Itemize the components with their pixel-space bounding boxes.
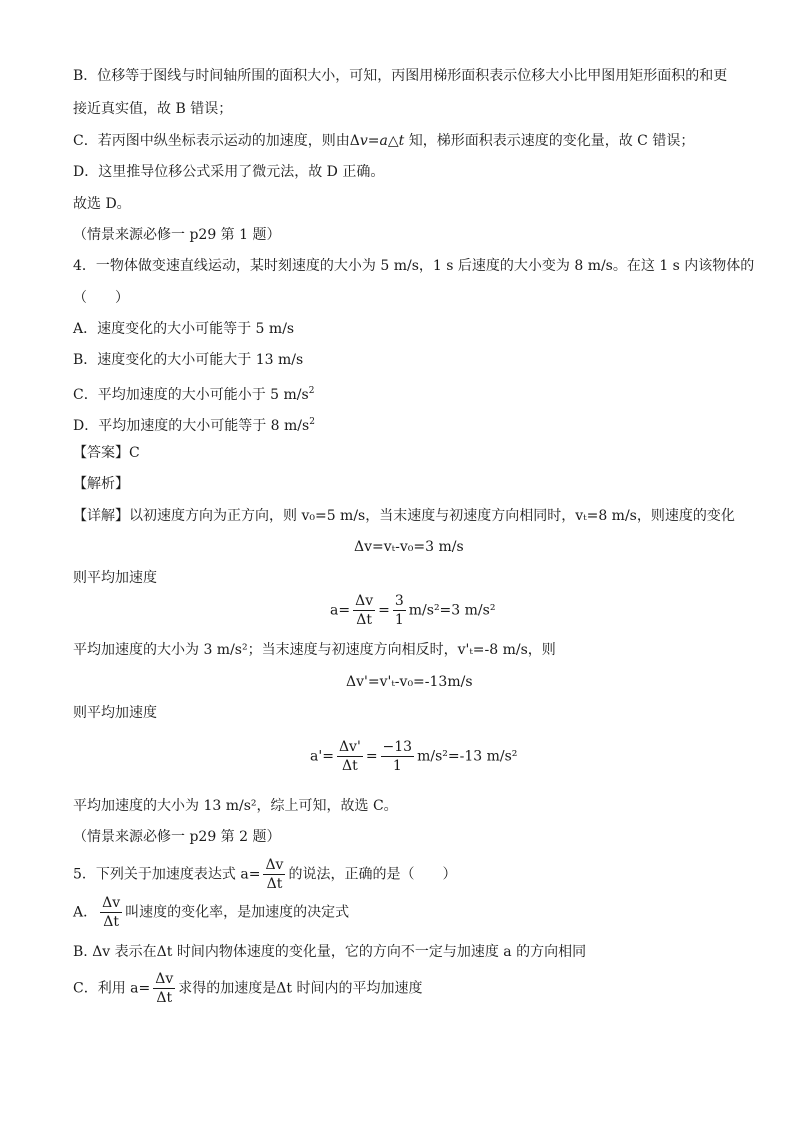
- text-average-accel-magnitude-2: 平均加速度的大小为 13 m/s²，综上可知，故选 C。: [73, 798, 398, 814]
- text-segment: △: [387, 133, 399, 149]
- text-then-average-accel-2: 则平均加速度: [73, 705, 157, 721]
- question-4-option-a: A．速度变化的大小可能等于 5 m/s: [73, 321, 295, 337]
- eq-equals: =: [378, 602, 390, 619]
- fraction: [100, 894, 122, 931]
- fraction-numerator: Δv': [338, 739, 361, 755]
- text-segment: =: [367, 133, 380, 149]
- equation-delta-v-prime: Δv'=v'ₜ-v₀=-13m/s: [346, 674, 473, 690]
- text-then-average-accel-1: 则平均加速度: [73, 570, 157, 586]
- question-4-option-b: B．速度变化的大小可能大于 13 m/s: [73, 352, 304, 368]
- detail-tag: 【详解】: [73, 508, 129, 524]
- equation-average-accel-1: [330, 592, 495, 629]
- question-4-option-d: [73, 412, 315, 436]
- text-line-option-b-explain: B．位移等于图线与时间轴所围的面积大小，可知，丙图用梯形面积表示位移大小比甲图用矩形面积的和更: [73, 68, 728, 84]
- text-segment: C．利用 a=: [73, 980, 151, 997]
- superscript: 2: [309, 417, 315, 427]
- fraction: [263, 856, 285, 893]
- fraction-numerator: Δv: [265, 857, 284, 873]
- detail-text: 以初速度方向为正方向，则 v₀=5 m/s，当末速度与初速度方向相同时，vₜ=8 m/s，则速度的变化: [129, 508, 735, 524]
- text-segment: A．: [73, 904, 98, 921]
- question-5-option-b: B. Δv 表示在Δt 时间内物体速度的变化量，它的方向不一定与加速度 a 的方向相同: [73, 944, 587, 960]
- text-segment: C．平均加速度的大小可能小于 5 m/s: [73, 387, 309, 403]
- question-4-stem: 4．一物体做变速直线运动，某时刻速度的大小为 5 m/s，1 s 后速度的大小变为 8 m/s。在这 1 s 内该物体的: [73, 258, 755, 274]
- answer-value: C: [129, 445, 140, 461]
- fraction-denominator: Δt: [342, 758, 358, 774]
- text-segment: 知，梯形面积表示速度的变化量，故 C 错误；: [404, 133, 695, 149]
- text-line-option-c-explain: [73, 131, 694, 151]
- question-4-bracket: （ ）: [73, 290, 129, 306]
- text-segment: 求得的加速度是Δt 时间内的平均加速度: [178, 980, 423, 997]
- fraction: [381, 738, 415, 775]
- var-a: a: [379, 133, 388, 149]
- fraction: [393, 592, 406, 629]
- fraction-denominator: Δt: [156, 990, 173, 1006]
- var-v: v: [359, 133, 368, 149]
- text-average-accel-magnitude-1: 平均加速度的大小为 3 m/s²；当末速度与初速度方向相反时，v'ₜ=-8 m/s，则: [73, 642, 556, 658]
- eq-equals: =: [365, 748, 378, 765]
- detail-line: [73, 506, 735, 526]
- question-5-option-c: [73, 970, 422, 1007]
- text-line-option-d-explain: D．这里推导位移公式采用了微元法，故 D 正确。: [73, 164, 385, 180]
- fraction-denominator: 1: [394, 612, 404, 628]
- var-t: t: [398, 133, 405, 149]
- question-5-option-a: [73, 894, 349, 931]
- source-note-2: （情景来源必修一 p29 第 2 题）: [73, 829, 281, 845]
- equation-average-accel-2: [310, 738, 517, 775]
- eq-lhs: a'=: [310, 748, 334, 765]
- fraction: [353, 592, 375, 629]
- fraction-numerator: 3: [394, 593, 404, 609]
- text-line-option-b-conclusion: 接近真实值，故 B 错误；: [73, 101, 233, 117]
- fraction-numerator: Δv: [102, 895, 121, 911]
- eq-rhs: m/s²=-13 m/s²: [417, 748, 518, 765]
- text-segment: 5．下列关于加速度表达式 a=: [73, 866, 261, 883]
- eq-lhs: a=: [330, 602, 351, 619]
- fraction: [337, 738, 363, 775]
- text-line-choice-d: 故选 D。: [73, 196, 131, 212]
- text-segment: 的说法，正确的是（ ）: [288, 866, 457, 883]
- fraction-numerator: Δv: [155, 971, 174, 987]
- source-note-1: （情景来源必修一 p29 第 1 题）: [73, 227, 281, 243]
- question-4-option-c: [73, 381, 314, 405]
- answer-tag: 【答案】: [73, 445, 129, 461]
- superscript: 2: [308, 386, 315, 396]
- eq-rhs: m/s²=3 m/s²: [408, 602, 496, 619]
- fraction-numerator: Δv: [355, 593, 374, 609]
- question-5-stem: [73, 856, 456, 893]
- fraction: [153, 970, 175, 1007]
- fraction-denominator: Δt: [103, 914, 120, 930]
- fraction-numerator: −13: [382, 739, 413, 755]
- text-segment: 叫速度的变化率，是加速度的决定式: [125, 904, 350, 921]
- answer-line: [73, 443, 140, 463]
- fraction-denominator: Δt: [356, 612, 372, 628]
- text-segment: C．若丙图中纵坐标表示运动的加速度，则由Δ: [73, 133, 360, 149]
- fraction-denominator: Δt: [266, 876, 283, 892]
- text-segment: D．平均加速度的大小可能等于 8 m/s: [73, 418, 310, 434]
- equation-delta-v: Δv=vₜ-v₀=3 m/s: [354, 539, 464, 555]
- fraction-denominator: 1: [392, 758, 402, 774]
- analysis-tag: 【解析】: [73, 476, 129, 492]
